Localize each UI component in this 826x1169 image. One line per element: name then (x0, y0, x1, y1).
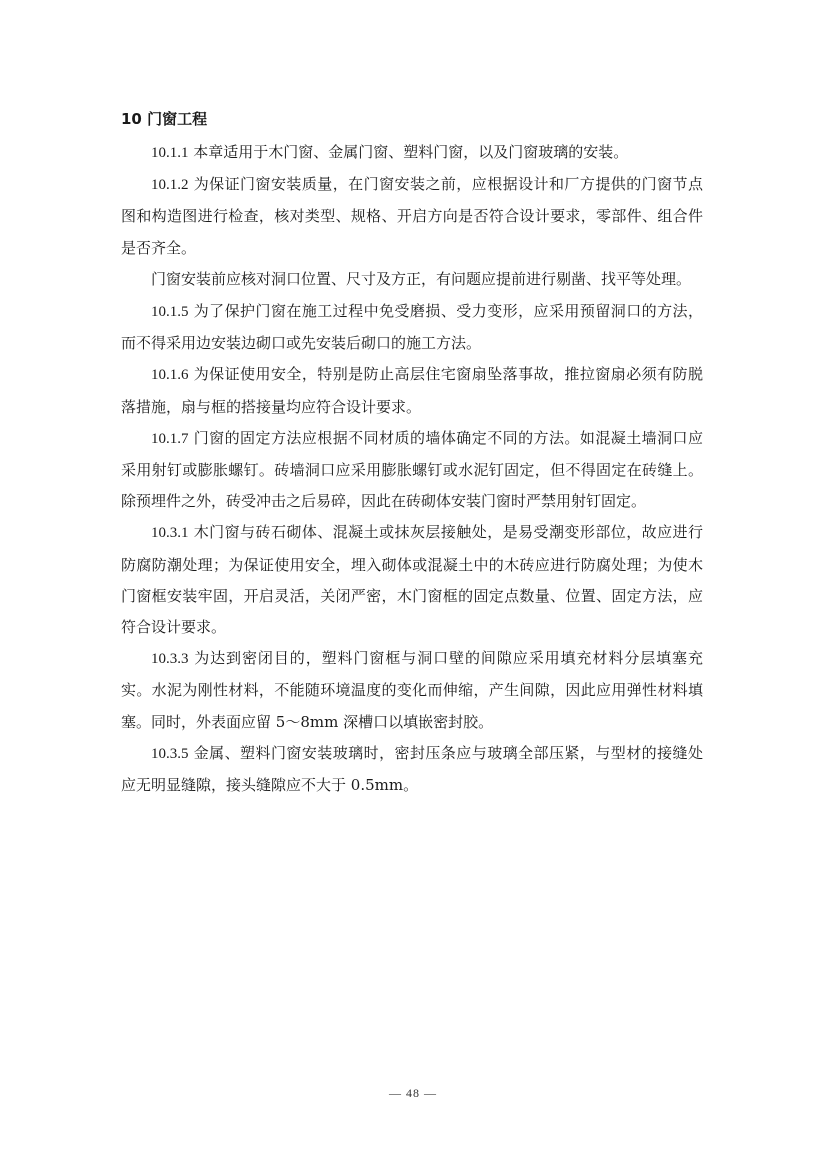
clause-text: 木门窗与砖石砌体、混凝土或抹灰层接触处，是易受潮变形部位，故应进行防腐防潮处理；为保证使用安全，埋入砌体或混凝土中的木砖应进行防腐处理；为使木门窗框安装牢固，开启灵活，关闭严密，木门窗框的固定点数量、位置、固定方法，应符合设计要求。 (121, 523, 703, 637)
clause-number: 10.1.5 (151, 304, 189, 321)
clause-text: 门窗的固定方法应根据不同材质的墙体确定不同的方法。如混凝土墙洞口应采用射钉或膨胀螺钉。砖墙洞口应采用膨胀螺钉或水泥钉固定，但不得固定在砖缝上。除预埋件之外，砖受冲击之后易碎，因此在砖砌体安装门窗时严禁用射钉固定。 (121, 428, 703, 511)
page-content (121, 104, 703, 801)
clause-number: 10.3.3 (151, 651, 189, 668)
paragraph-10-3-5 (121, 738, 703, 801)
paragraph-10-3-1 (121, 517, 703, 643)
paragraph-10-1-7 (121, 423, 703, 518)
clause-text: 门窗安装前应核对洞口位置、尺寸及方正，有问题应提前进行剔凿、找平等处理。 (151, 269, 692, 288)
clause-text: 为保证使用安全，特别是防止高层住宅窗扇坠落事故，推拉窗扇必须有防脱落措施，扇与框的搭接量均应符合设计要求。 (121, 365, 703, 416)
clause-number: 10.1.7 (151, 430, 189, 447)
clause-text: 为保证门窗安装质量，在门窗安装之前，应根据设计和厂方提供的门窗节点图和构造图进行检查，核对类型、规格、开启方向是否符合设计要求，零部件、组合件是否齐全。 (121, 175, 703, 257)
paragraph-10-1-5 (121, 296, 703, 359)
paragraph-10-3-3 (121, 643, 703, 738)
paragraph-10-1-1 (121, 137, 703, 169)
clause-text: 本章适用于木门窗、金属门窗、塑料门窗，以及门窗玻璃的安装。 (188, 143, 629, 161)
chapter-title: 10 门窗工程 (121, 110, 208, 128)
clause-number: 10.1.1 (151, 145, 189, 161)
clause-number: 10.1.2 (151, 177, 189, 194)
paragraph-10-1-2 (121, 169, 703, 264)
clause-number: 10.1.6 (151, 367, 189, 384)
clause-number: 10.3.5 (151, 745, 189, 762)
clause-text: 为达到密闭目的，塑料门窗框与洞口壁的间隙应采用填充材料分层填塞充实。水泥为刚性材料，不能随环境温度的变化而伸缩，产生间隙，因此应用弹性材料填塞。同时，外表面应留 5～8mm 深槽口以填嵌密封胶。 (121, 649, 703, 731)
clause-number: 10.3.1 (151, 525, 189, 542)
clause-text: 金属、塑料门窗安装玻璃时，密封压条应与玻璃全部压紧，与型材的接缝处应无明显缝隙，接头缝隙应不大于 0.5mm。 (121, 743, 703, 795)
clause-text: 为了保护门窗在施工过程中免受磨损、受力变形，应采用预留洞口的方法，而不得采用边安装边砌口或先安装后砌口的施工方法。 (121, 302, 703, 353)
page-number: — 48 — (389, 1086, 437, 1100)
paragraph-10-1-2-continued (121, 264, 703, 296)
paragraph-10-1-6 (121, 359, 703, 422)
